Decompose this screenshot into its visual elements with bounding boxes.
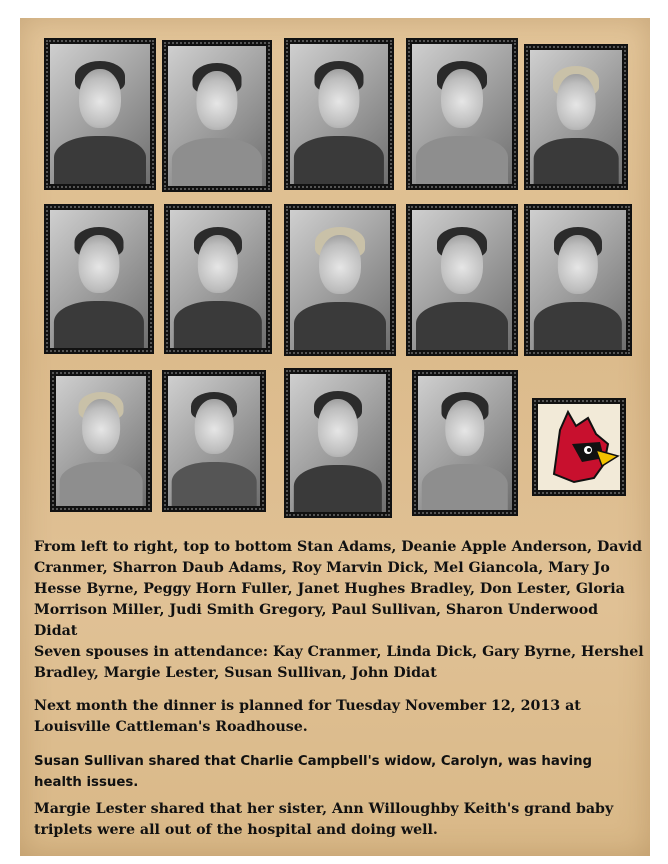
yearbook-portrait [284, 204, 396, 356]
yearbook-portrait [162, 370, 266, 512]
yearbook-portrait [406, 38, 518, 190]
spouses-paragraph: Seven spouses in attendance: Kay Cranmer, Linda Dick, Gary Byrne, Hershel Bradley, Margie Lester, Susan Sullivan, John Didat [34, 644, 644, 681]
yearbook-portrait [162, 40, 272, 192]
yearbook-portrait [50, 370, 152, 512]
next-month-paragraph: Next month the dinner is planned for Tuesday November 12, 2013 at Louisville Cattleman's Roadhouse. [34, 698, 581, 735]
yearbook-portrait [44, 204, 154, 354]
names-paragraph: From left to right, top to bottom Stan Adams, Deanie Apple Anderson, David Cranmer, Sharron Daub Adams, Roy Marvin Dick, Mel Giancola, Mary Jo Hesse Byrne, Peggy Horn Fuller, Janet Hughes Bradley, Don Lester, Gloria Morrison Miller, Judi Smith Gregory, Paul Sullivan, Sharon Underwood Didat [34, 539, 643, 639]
yearbook-portrait [284, 368, 392, 518]
yearbook-portrait [164, 204, 272, 354]
yearbook-portrait [412, 370, 518, 516]
yearbook-portrait [524, 204, 632, 356]
cardinal-head-icon [538, 404, 620, 490]
yearbook-portrait [284, 38, 394, 190]
yearbook-portrait [44, 38, 156, 190]
yearbook-portrait [406, 204, 518, 356]
cardinal-logo [532, 398, 626, 496]
margie-paragraph: Margie Lester shared that her sister, Ann Willoughby Keith's grand baby triplets were all out of the hospital and doing well. [34, 801, 614, 838]
yearbook-portrait [524, 44, 628, 190]
susan-paragraph: Susan Sullivan shared that Charlie Campbell's widow, Carolyn, was having health issues. [34, 754, 593, 790]
